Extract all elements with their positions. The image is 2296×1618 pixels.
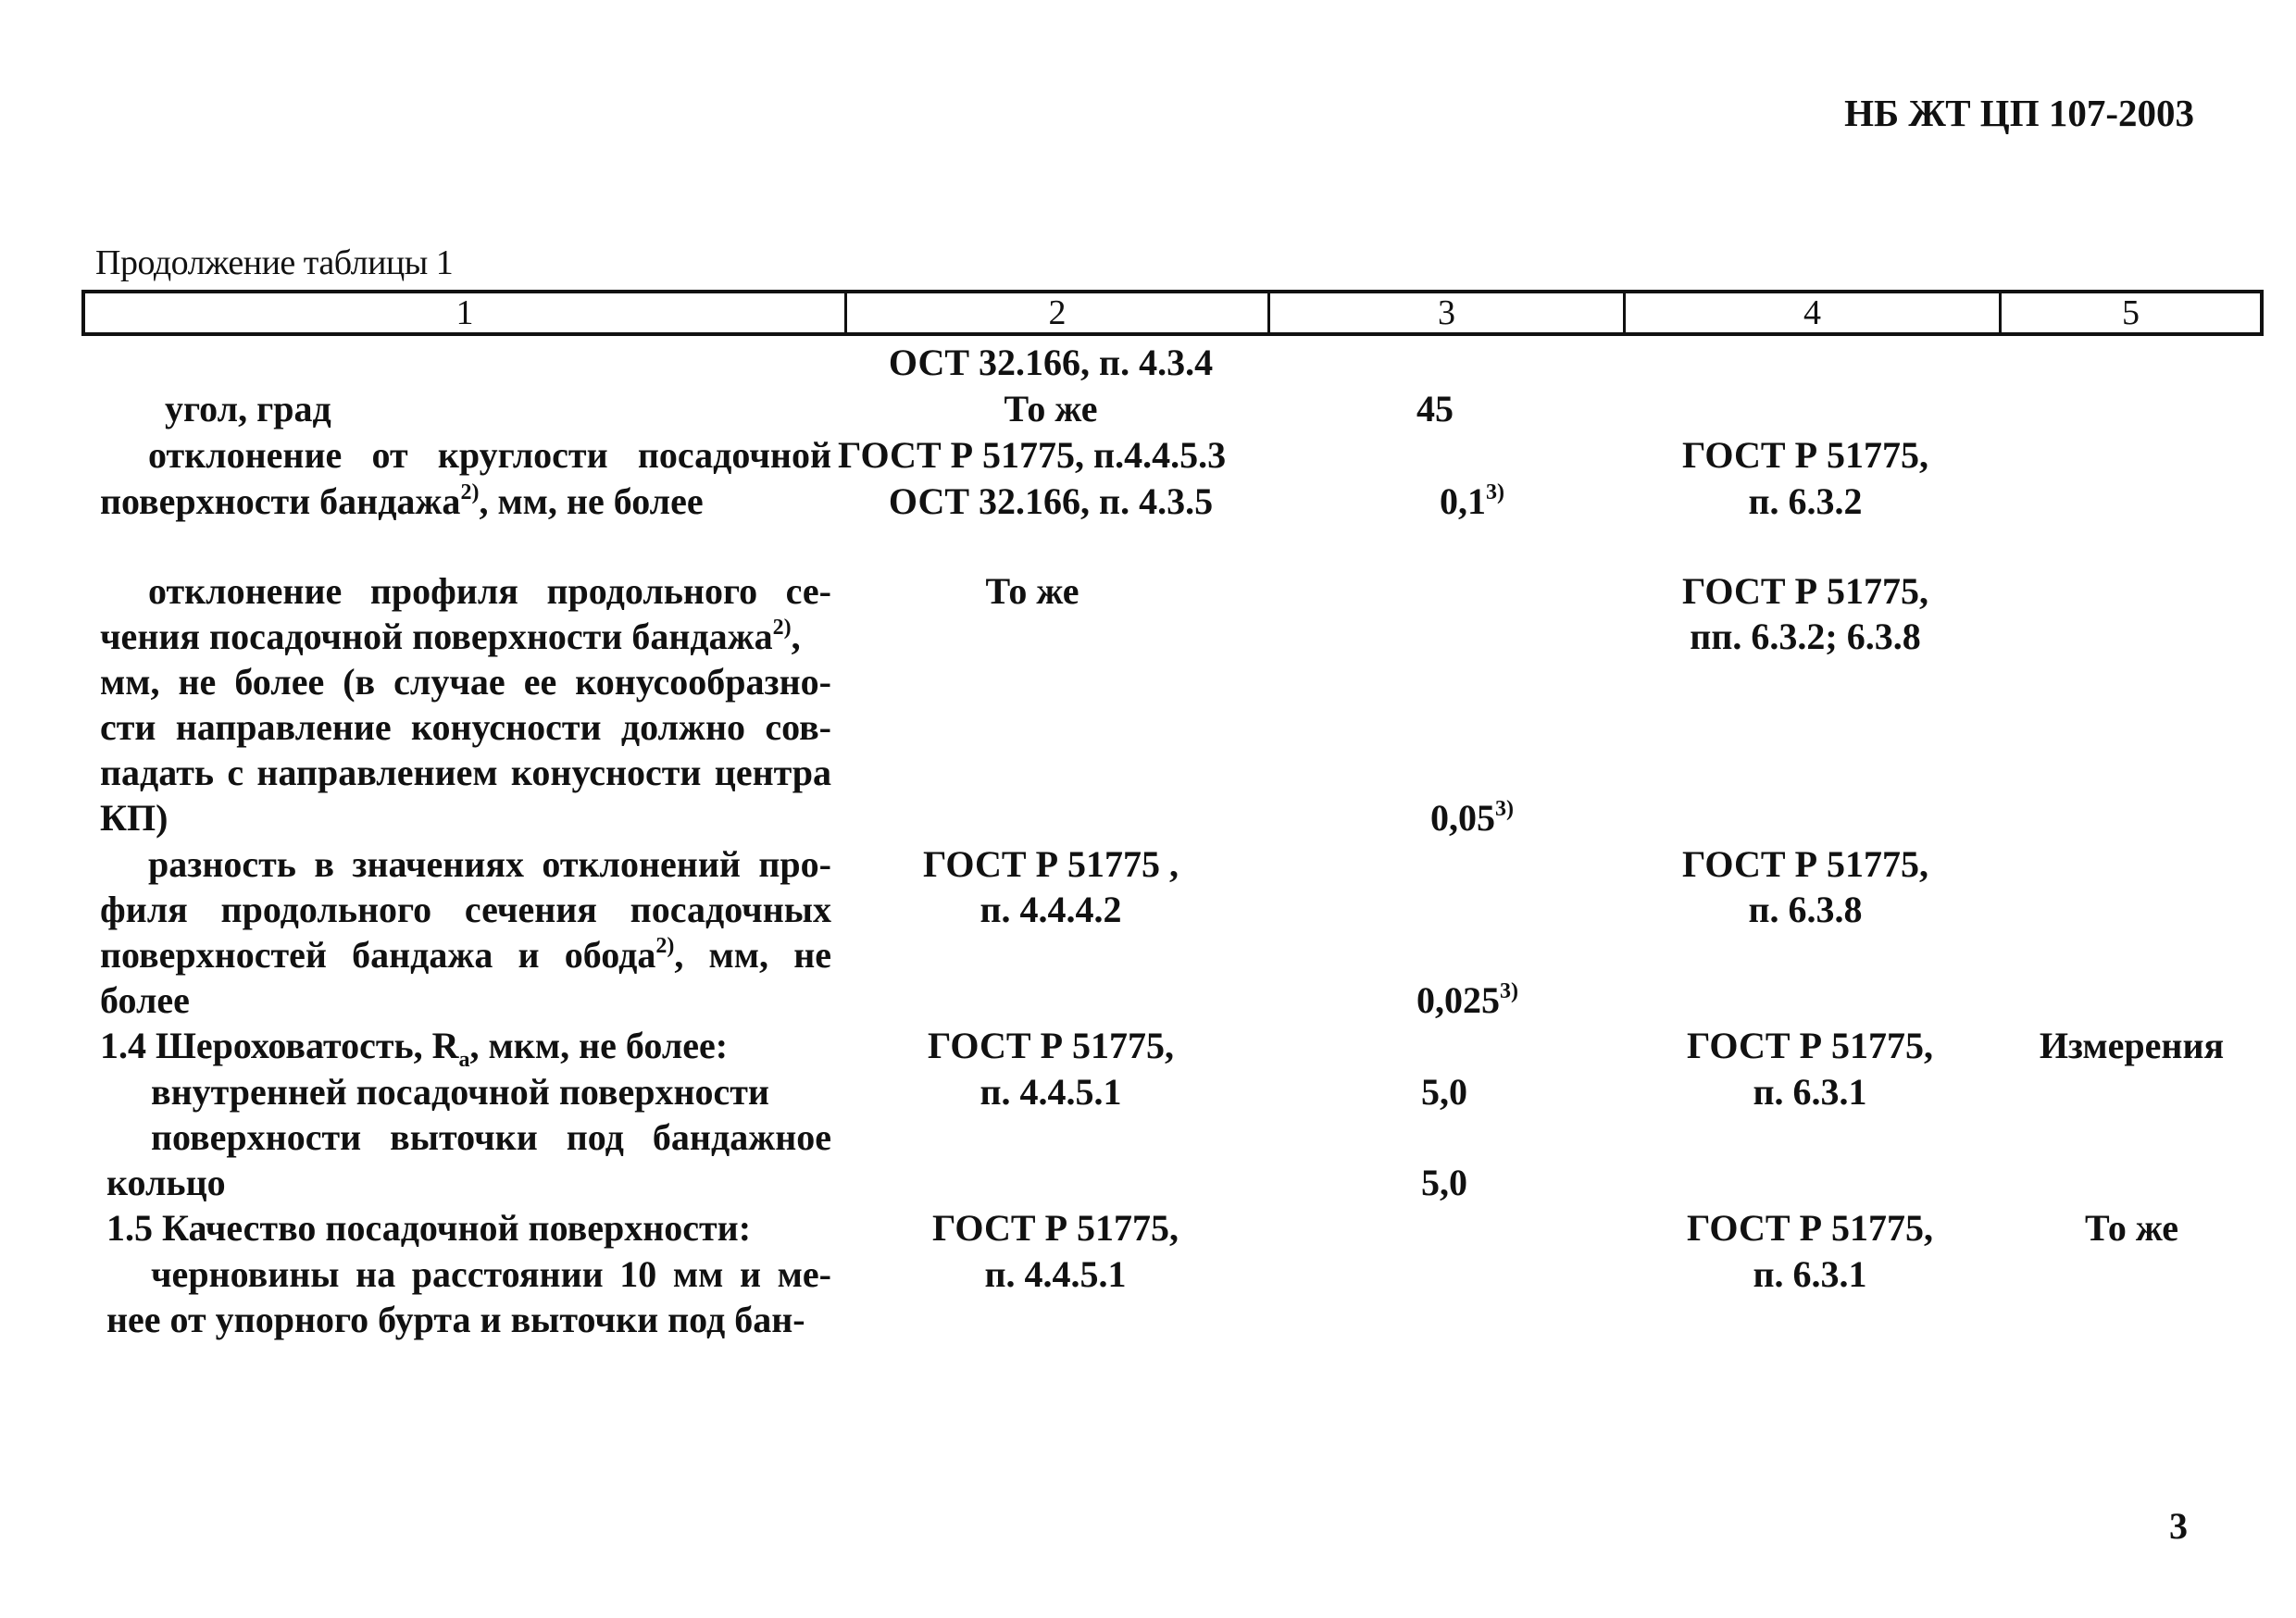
col-header-5: 5	[2122, 293, 2140, 332]
cell-norm-doc: п. 4.4.5.1	[984, 1253, 1127, 1295]
cell-param: более	[100, 979, 190, 1021]
cell-method: п. 6.3.2	[1748, 480, 1863, 522]
col-header-2: 2	[847, 293, 1270, 332]
cell-param: филя продольного сечения посадочных	[100, 889, 831, 930]
cell-method: п. 6.3.1	[1753, 1071, 1867, 1113]
cell-norm-doc: ГОСТ Р 51775, п.4.4.5.3	[838, 434, 1227, 476]
cell-param: черновины на расстоянии 10 мм и ме-	[151, 1253, 831, 1295]
cell-param: внутренней посадочной поверхности	[151, 1071, 769, 1113]
table-caption: Продолжение таблицы 1	[95, 243, 454, 282]
cell-note: То же	[2084, 1207, 2179, 1249]
cell-param: мм, не более (в случае ее конусообразно-	[100, 661, 831, 703]
page-number: 3	[2169, 1505, 2188, 1547]
cell-norm-doc: ГОСТ Р 51775,	[931, 1207, 1179, 1249]
col-header-4: 4	[1626, 293, 2002, 332]
cell-note: Измерения	[2039, 1025, 2225, 1066]
cell-param: падать с направлением конусности центра	[100, 752, 831, 793]
cell-param: КП)	[100, 797, 168, 839]
cell-value: 45	[1416, 388, 1454, 429]
cell-value: 0,1$^{3)}$	[1440, 480, 1504, 522]
cell-param: 1.4 Шероховатость, $R_a$, мкм, не более:	[100, 1025, 729, 1072]
cell-norm-doc: ГОСТ Р 51775,	[927, 1025, 1175, 1066]
cell-param: разность в значениях отклонений про-	[148, 843, 831, 885]
table-header-row	[81, 290, 2264, 336]
cell-norm-doc: ГОСТ Р 51775 ,	[922, 843, 1179, 885]
document-code: НБ ЖТ ЦП 107-2003	[1844, 92, 2194, 134]
cell-method: п. 6.3.8	[1748, 889, 1863, 930]
cell-param: поверхности выточки под бандажное	[151, 1116, 831, 1158]
cell-value: 0,05$^{3)}$	[1430, 797, 1514, 839]
cell-method: п. 6.3.1	[1753, 1253, 1867, 1295]
cell-param: кольцо	[106, 1162, 226, 1203]
cell-param: угол, град	[165, 388, 331, 429]
cell-method: ГОСТ Р 51775,	[1686, 1207, 1934, 1249]
col-header-3: 3	[1270, 293, 1626, 332]
cell-param: чения посадочной поверхности бандажа$^{2)}$,	[100, 616, 801, 657]
cell-param: 1.5 Качество посадочной поверхности:	[106, 1207, 752, 1249]
cell-method: ГОСТ Р 51775,	[1686, 1025, 1934, 1066]
cell-method: ГОСТ Р 51775,	[1681, 570, 1929, 612]
cell-value: 5,0	[1421, 1071, 1467, 1113]
cell-norm-doc: ОСТ 32.166, п. 4.3.5	[888, 480, 1214, 522]
cell-norm-doc: То же	[1004, 388, 1098, 429]
cell-value: 5,0	[1421, 1162, 1467, 1203]
cell-method: ГОСТ Р 51775,	[1681, 434, 1929, 476]
col-header-1: 1	[85, 293, 847, 332]
cell-norm-doc: То же	[985, 570, 1079, 612]
cell-method: ГОСТ Р 51775,	[1681, 843, 1929, 885]
cell-param: нее от упорного бурта и выточки под бан-	[106, 1299, 805, 1340]
cell-norm-doc: ОСТ 32.166, п. 4.3.4	[888, 342, 1214, 383]
cell-method: пп. 6.3.2; 6.3.8	[1690, 616, 1921, 657]
cell-norm-doc: п. 4.4.4.2	[980, 889, 1122, 930]
cell-param: сти направление конусности должно сов-	[100, 706, 831, 748]
cell-param: отклонение профиля продольного се-	[148, 570, 831, 612]
cell-param: поверхностей бандажа и обода$^{2)}$, мм, не	[100, 934, 831, 976]
cell-param: отклонение от круглости посадочной	[148, 434, 831, 476]
cell-param: поверхности бандажа$^{2)}$, мм, не более	[100, 480, 704, 522]
cell-value: 0,025$^{3)}$	[1416, 979, 1518, 1021]
cell-norm-doc: п. 4.4.5.1	[980, 1071, 1122, 1113]
